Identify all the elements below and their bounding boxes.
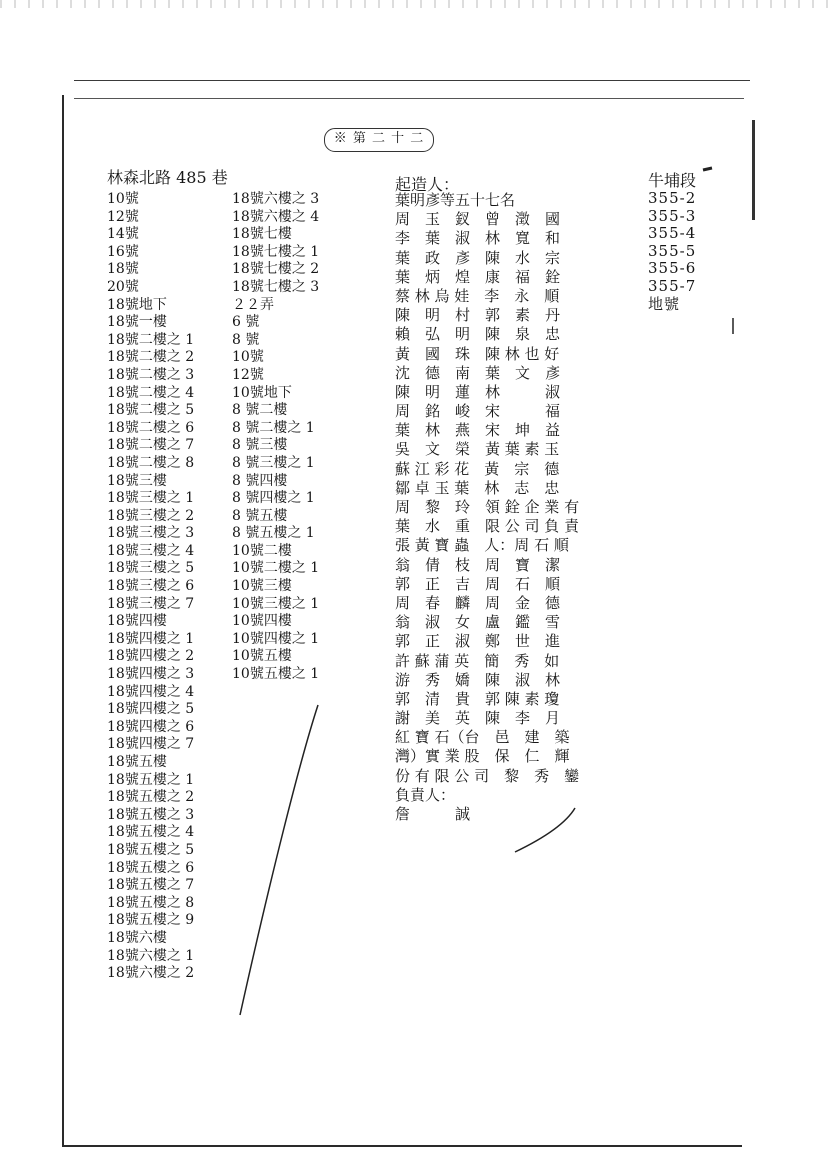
address-entry: 20號 (107, 278, 139, 295)
address-entry: 18號五樓之 3 (107, 806, 195, 823)
address-entry: 18號三樓之 1 (107, 490, 195, 507)
address-entry: 8 號二樓 (232, 402, 288, 419)
initiator-row: 鄒 卓 玉 葉 林 志 忠 (395, 478, 560, 497)
address-entry: 18號四樓之 4 (107, 683, 195, 700)
address-entry: 18號四樓之 2 (107, 648, 195, 665)
address-entry: 18號三樓之 7 (107, 595, 195, 612)
address-entry: 10號二樓之 1 (232, 560, 320, 577)
address-entry: ２２弄 (232, 296, 274, 313)
address-entry: 18號二樓之 3 (107, 366, 195, 383)
address-entry: 18號五樓之 5 (107, 841, 195, 858)
initiator-row: 吳 文 榮 黃 葉 素 玉 (395, 440, 560, 459)
initiator-row: 賴 弘 明 陳 泉 忠 (395, 325, 561, 344)
address-entry: 12號 (107, 208, 139, 225)
address-entry: 18號三樓之 5 (107, 560, 195, 577)
lot-footer: 地號 (648, 294, 681, 313)
address-entry: 8 號五樓之 1 (232, 525, 315, 542)
initiator-row: 謝 美 英 陳 李 月 (395, 709, 561, 728)
address-entry: 18號五樓之 4 (107, 824, 195, 841)
address-entry: 18號一樓 (107, 314, 167, 331)
initiator-row: 詹 誠 (395, 805, 471, 823)
initiator-row: 灣）實 業 股 保 仁 輝 (395, 747, 570, 766)
address-entry: 10號四樓 (232, 613, 292, 630)
lot-number: 355-2 (648, 189, 697, 207)
address-entry: 10號四樓之 1 (232, 630, 320, 647)
initiator-row: 郭 正 吉 周 石 順 (395, 574, 561, 593)
initiator-row: 蘇 江 彩 花 黃 宗 德 (395, 459, 560, 478)
address-entry: 8 號三樓之 1 (232, 454, 315, 471)
address-entry: 18號五樓之 1 (107, 771, 195, 788)
address-entry: 10號三樓 (232, 578, 292, 595)
initiator-row: 周 黎 玲 領 銓 企 業 有 (395, 498, 580, 516)
address-entry: 18號七樓之 2 (232, 261, 320, 278)
address-entry: 18號二樓之 7 (107, 437, 195, 454)
address-entry: 8 號五樓 (232, 507, 288, 524)
address-header: 林森北路 485 巷 (107, 168, 228, 187)
address-entry: 10號五樓 (232, 648, 292, 665)
address-entry: 8 號四樓之 1 (232, 490, 315, 507)
address-entry: 10號二樓 (232, 542, 292, 559)
address-entry: 18號五樓之 7 (107, 877, 195, 894)
address-entry: 12號 (232, 366, 264, 383)
address-entry: 18號七樓之 1 (232, 243, 320, 260)
lot-number: 355-5 (648, 241, 697, 260)
address-entry: 18號七樓之 3 (232, 278, 320, 295)
initiator-row: 葉明彥等五十七名 (395, 191, 516, 209)
initiator-row: 葉 政 彥 陳 水 宗 (395, 248, 561, 267)
address-entry: 16號 (107, 243, 139, 260)
address-entry: 18號三樓之 4 (107, 542, 195, 559)
initiator-row: 許 蘇 蒲 英 簡 秀 如 (395, 651, 560, 670)
address-entry: 18號地下 (107, 296, 167, 313)
address-entry: 18號 (107, 261, 139, 278)
initiator-row: 郭 正 淑 鄭 世 進 (395, 632, 561, 651)
initiator-row: 周 玉 釵 曾 澂 國 (395, 210, 561, 229)
address-entry: 8 號二樓之 1 (232, 419, 315, 436)
address-entry: 10號 (232, 349, 264, 366)
initiator-row: 負責人： (395, 785, 456, 804)
address-entry: 18號五樓之 2 (107, 789, 195, 806)
initiator-row: 翁 倩 枝 周 寶 潔 (395, 555, 561, 574)
address-entry: 18號二樓之 6 (107, 419, 195, 436)
initiator-row: 紅 寶 石（台 邑 建 築 (395, 728, 570, 747)
address-entry: 18號二樓之 1 (107, 331, 195, 348)
address-entry: 18號三樓 (107, 472, 167, 489)
initiator-row: 游 秀 嬌 陳 淑 林 (395, 670, 561, 689)
lot-number: 355-4 (648, 224, 697, 243)
address-entry: 18號六樓之 3 (232, 191, 320, 207)
address-entry: 18號五樓 (107, 754, 167, 770)
address-entry: 18號三樓之 3 (107, 525, 195, 542)
address-entry: 10號地下 (232, 384, 292, 401)
address-entry: 18號七樓 (232, 226, 292, 243)
address-entry: 18號四樓 (107, 613, 167, 630)
initiator-row: 周 春 麟 周 金 德 (395, 593, 561, 612)
initiator-row: 陳 明 村 郭 素 丹 (395, 306, 561, 325)
initiator-row: 葉 水 重 限 公 司 負 責 (395, 517, 580, 536)
address-entry: 18號六樓之 1 (107, 947, 195, 964)
lot-number: 355-7 (648, 276, 697, 295)
initiator-row: 葉 炳 煌 康 福 銓 (395, 267, 561, 286)
lot-section-title: 牛埔段 (648, 171, 697, 190)
address-entry: 6 號 (232, 314, 260, 331)
initiator-row: 份 有 限 公 司 黎 秀 鑾 (395, 766, 580, 785)
address-entry: 18號五樓之 9 (107, 912, 195, 929)
address-entry: 18號四樓之 5 (107, 701, 195, 718)
initiator-row: 張 黃 寶 蟲 人：周 石 順 (395, 536, 569, 555)
address-entry: 8 號 (232, 331, 260, 348)
document-stamp: ※ 第 二 十 二 (324, 128, 434, 152)
initiator-row: 翁 淑 女 盧 鑑 雪 (395, 613, 561, 632)
address-entry: 18號四樓之 6 (107, 718, 195, 735)
address-entry: 18號二樓之 4 (107, 384, 195, 401)
initiator-row: 葉 林 燕 宋 坤 益 (395, 421, 561, 440)
initiator-row: 蔡 林 烏 娃 李 永 順 (395, 286, 560, 305)
address-entry: 18號四樓之 1 (107, 630, 195, 647)
address-entry: 10號三樓之 1 (232, 595, 320, 612)
initiator-row: 周 銘 峻 宋 福 (395, 402, 561, 421)
address-entry: 18號五樓之 8 (107, 894, 195, 911)
address-entry: 8 號三樓 (232, 437, 288, 454)
initiator-row: 沈 德 南 葉 文 彥 (395, 363, 561, 382)
address-entry: 14號 (107, 226, 139, 243)
address-entry: 18號四樓之 3 (107, 666, 195, 683)
lot-number: 355-6 (648, 259, 697, 278)
address-entry: 18號四樓之 7 (107, 736, 195, 753)
address-entry: 18號六樓之 4 (232, 208, 320, 225)
initiator-row: 陳 明 蓮 林 淑 (395, 382, 561, 401)
address-entry: 18號三樓之 6 (107, 578, 195, 595)
address-entry: 18號六樓之 2 (107, 965, 195, 982)
address-entry: 18號二樓之 5 (107, 402, 195, 419)
address-entry: 18號五樓之 6 (107, 859, 195, 876)
address-entry: 10號 (107, 191, 139, 207)
address-entry: 10號五樓之 1 (232, 666, 320, 683)
address-entry: 18號二樓之 8 (107, 454, 195, 471)
initiator-row: 黃 國 珠 陳 林 也 好 (395, 344, 560, 363)
address-entry: 18號三樓之 2 (107, 507, 195, 524)
initiators-title: 起造人： (395, 175, 460, 194)
address-entry: 18號六樓 (107, 929, 167, 946)
initiator-row: 李 葉 淑 林 寬 和 (395, 229, 561, 248)
address-entry: 8 號四樓 (232, 472, 288, 489)
lot-number: 355-3 (648, 206, 697, 225)
address-entry: 18號二樓之 2 (107, 349, 195, 366)
initiator-row: 郭 清 貴 郭 陳 素 瓊 (395, 689, 560, 708)
